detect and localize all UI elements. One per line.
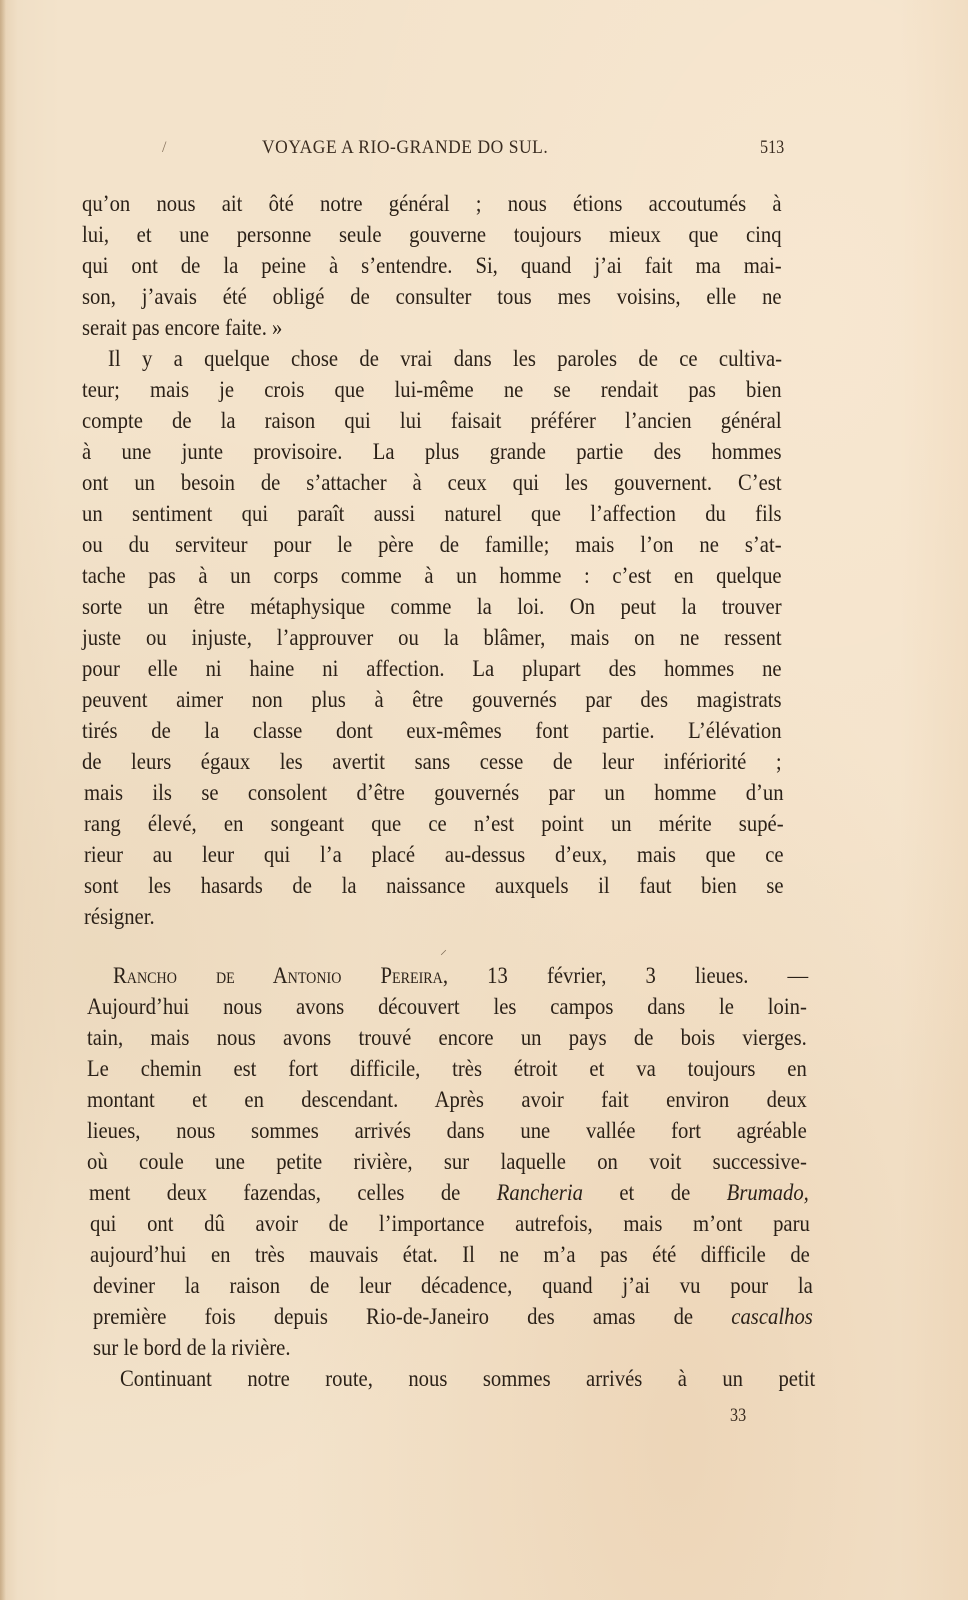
italic-term-rancheria: Rancheria [496,1180,583,1206]
text-line: de leurs égaux les avertit sans cesse de leur infériorité ; [82,749,782,775]
entry-place: Rancho de Antonio Pereira [113,963,443,989]
text-line: tain, mais nous avons trouvé encore un pays de bois vierges. [87,1025,807,1051]
text-line: qui ont de la peine à s’entendre. Si, quand j’ai fait ma mai- [82,253,782,279]
text-line: compte de la raison qui lui faisait préférer l’ancien général [82,408,782,434]
text-line: à une junte provisoire. La plus grande partie des hommes [82,439,782,465]
text-line: Aujourd’hui nous avons découvert les campos dans le loin- [87,994,807,1020]
text-segment: ment deux fazendas, celles de [89,1180,497,1206]
text-line: sorte un être métaphysique comme la loi. On peut la trouver [82,594,782,620]
text-line: son, j’avais été obligé de consulter tous mes voisins, elle ne [82,284,782,310]
text-line: aujourd’hui en très mauvais état. Il ne m’a pas été difficile de [90,1242,810,1268]
entry-date: 13 février [487,963,602,989]
text-line: rang élevé, en songeant que ce n’est point un mérite supé- [84,811,784,837]
text-line: qu’on nous ait ôté notre général ; nous étions accoutumés à [82,191,782,217]
running-title: VOYAGE A RIO-GRANDE DO SUL. [262,137,549,158]
text-line: qui ont dû avoir de l’importance autrefois, mais m’ont paru [90,1211,810,1237]
text-line: lieues, nous sommes arrivés dans une vallée fort agréable [87,1118,807,1144]
text-line: un sentiment qui paraît aussi naturel que l’affection du fils [82,501,782,527]
entry-dash: — [787,963,809,989]
text-line: serait pas encore faite. » [82,315,283,341]
page-edge-shadow [0,0,6,1600]
page-number: 513 [760,137,785,158]
margin-mark: / [162,139,167,156]
text-line: ont un besoin de s’attacher à ceux qui les gouvernent. C’est [82,470,782,496]
text-segment: première fois depuis Rio-de-Janeiro des amas de [93,1304,732,1330]
text-line: Continuant notre route, nous sommes arrivés à un petit [120,1366,816,1392]
text-line: tirés de la classe dont eux-mêmes font partie. L’élévation [82,718,782,744]
running-head [0,137,968,163]
text-line-with-italics [89,1178,809,1208]
text-line: juste ou injuste, l’approuver ou la blâmer, mais on ne ressent [82,625,782,651]
italic-term-cascalhos: cascalhos [731,1304,813,1330]
text-line: sur le bord de la rivière. [93,1335,291,1361]
text-line: ou du serviteur pour le père de famille; mais l’on ne s’at- [82,532,782,558]
text-line: lui, et une personne seule gouverne toujours mieux que cinq [82,222,782,248]
text-line: montant et en descendant. Après avoir fait environ deux [87,1087,807,1113]
entry-heading-line: Rancho de Antonio Pereira, 13 février, 3 lieues. — [113,963,809,989]
text-line: teur; mais je crois que lui-même ne se rendait pas bien [82,377,782,403]
signature-mark: 33 [730,1405,747,1426]
text-line: deviner la raison de leur décadence, quand j’ai vu pour la [93,1273,813,1299]
entry-distance: 3 lieues. [645,963,749,989]
text-line: pour elle ni haine ni affection. La plupart des hommes ne [82,656,782,682]
text-line: sont les hasards de la naissance auxquels il faut bien se [84,873,784,899]
text-line: résigner. [84,904,155,930]
text-line: peuvent aimer non plus à être gouvernés par des magistrats [82,687,782,713]
text-segment: et de [582,1180,727,1206]
text-line: rieur au leur qui l’a placé au-dessus d’eux, mais que ce [84,842,784,868]
text-line: mais ils se consolent d’être gouvernés par un homme d’un [84,780,784,806]
text-line: Le chemin est fort difficile, très étroit et va toujours en [87,1056,807,1082]
text-line: tache pas à un corps comme à un homme : c’est en quelque [82,563,782,589]
text-line: où coule une petite rivière, sur laquelle on voit successive- [87,1149,807,1175]
italic-term-brumado: Brumado, [726,1180,809,1206]
text-line: Il y a quelque chose de vrai dans les paroles de ce cultiva- [108,346,783,372]
text-line-with-italics [93,1302,813,1332]
ink-mark: ⸝ [440,943,447,958]
